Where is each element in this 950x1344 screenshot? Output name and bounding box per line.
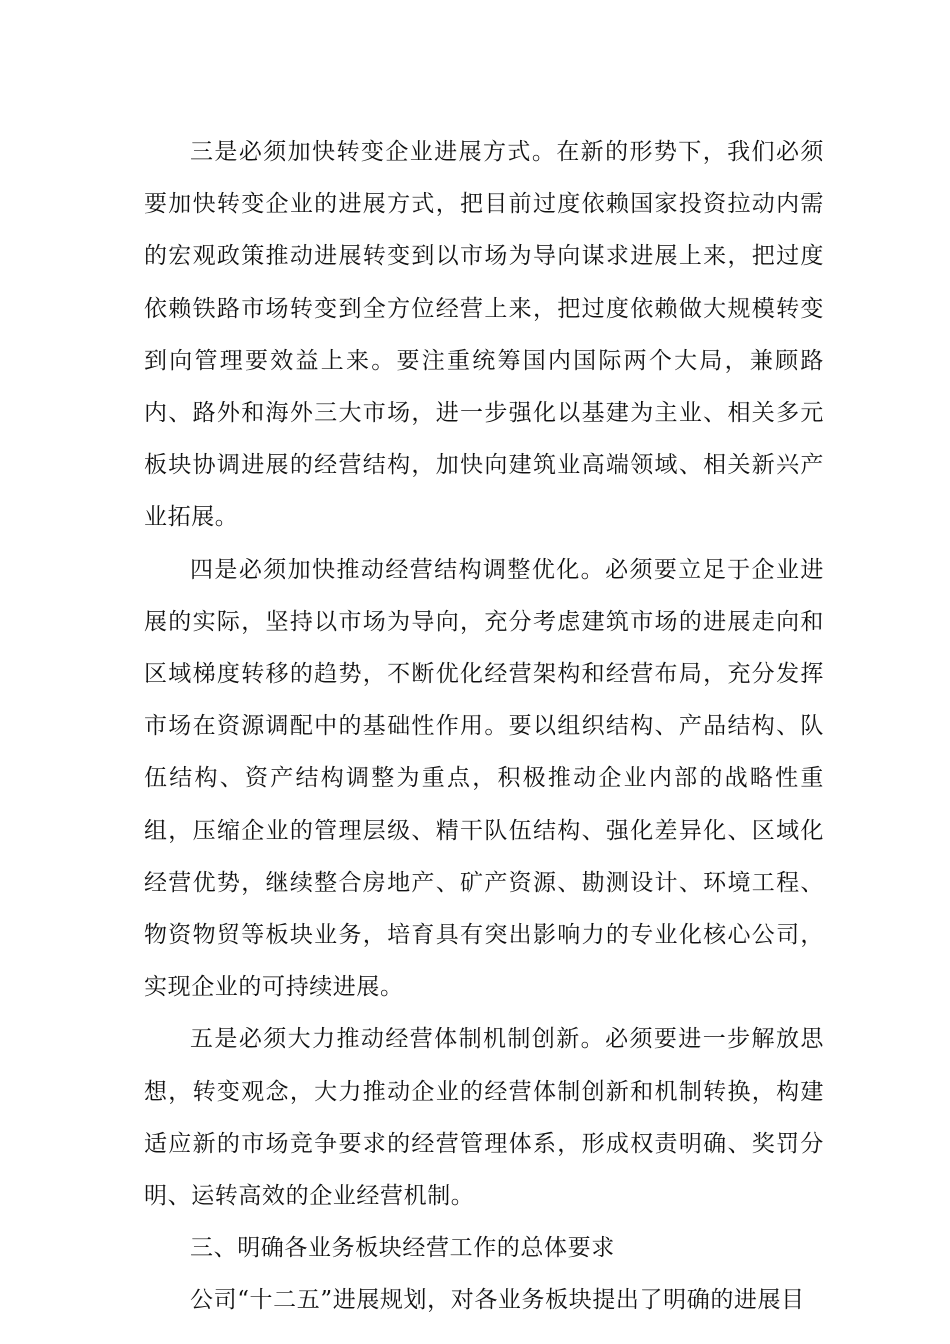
paragraph-3-transform-mode: 三是必须加快转变企业进展方式。在新的形势下，我们必须要加快转变企业的进展方式，把目前过度依赖国家投资拉动内需的宏观政策推动进展转变到以市场为导向谋求进展上来，把过度依赖铁路市场转变到全方位经营上来，把过度依赖做大规模转变到向管理要效益上来。要注重统筹国内国际两个大局，兼顾路内、路外和海外三大市场，进一步强化以基建为主业、相关多元板块协调进展的经营结构，加快向建筑业高端领域、相关新兴产业拓展。 <box>144 139 824 531</box>
paragraph-4-structure-optimization: 四是必须加快推动经营结构调整优化。必须要立足于企业进展的实际，坚持以市场为导向，充分考虑建筑市场的进展走向和区域梯度转移的趋势，不断优化经营架构和经营布局，充分发挥市场在资源调配中的基础性作用。要以组织结构、产品结构、队伍结构、资产结构调整为重点，积极推动企业内部的战略性重组，压缩企业的管理层级、精干队伍结构、强化差异化、区域化经营优势，继续整合房地产、矿产资源、勘测设计、环境工程、物资物贸等板块业务，培育具有突出影响力的专业化核心公司，实现企业的可持续进展。 <box>144 556 824 1001</box>
paragraph-5-mechanism-innovation: 五是必须大力推动经营体制机制创新。必须要进一步解放思想，转变观念，大力推动企业的经营体制创新和机制转换，构建适应新的市场竞争要求的经营管理体系，形成权责明确、奖罚分明、运转高效的企业经营机制。 <box>144 1026 824 1210</box>
section-heading-3: 三、明确各业务板块经营工作的总体要求 <box>190 1235 615 1262</box>
paragraph-plan-intro: 公司“十二五”进展规划，对各业务板块提出了明确的进展目 <box>190 1287 805 1314</box>
body-text <box>144 126 824 1327</box>
